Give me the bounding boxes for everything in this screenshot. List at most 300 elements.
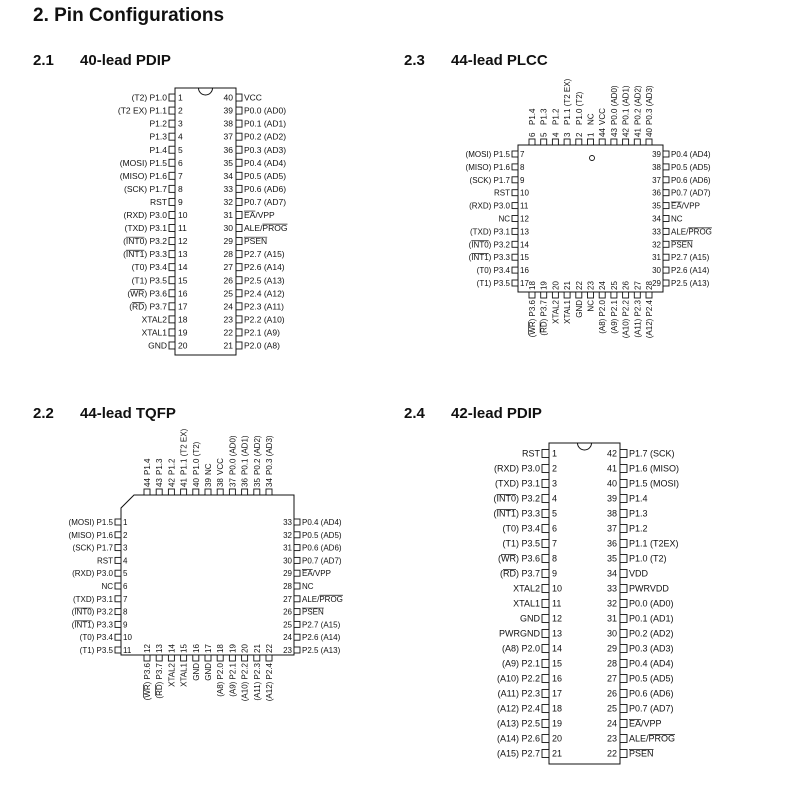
pin-number: 13 (552, 628, 563, 639)
pin-label: P1.2 (149, 118, 167, 129)
pin-number: 18 (528, 281, 537, 290)
pin (193, 655, 199, 661)
pin-label: P1.1 (T2 EX) (563, 78, 573, 125)
pin (552, 139, 558, 145)
pin (236, 329, 242, 336)
pin-label: P0.6 (AD6) (629, 688, 674, 699)
pin (236, 303, 242, 310)
pin-number: 26 (606, 688, 617, 699)
pin-number: 11 (552, 598, 562, 609)
pin-label: P0.0 (AD0) (609, 85, 619, 125)
pin (294, 519, 300, 525)
pin-label: (RD) P3.7 (539, 300, 549, 336)
pin-number: 33 (223, 183, 233, 194)
pin-number: 29 (652, 279, 661, 288)
pin-label: PSEN (302, 607, 324, 617)
pin-label: XTAL1 (513, 598, 540, 609)
pin (236, 290, 242, 297)
pin-number: 25 (223, 288, 233, 299)
pin-label: (INT1) P3.3 (71, 620, 113, 630)
pin-number: 1 (123, 518, 128, 527)
pin-number: 4 (123, 556, 128, 566)
pin-label: GND (574, 300, 584, 318)
pin (620, 720, 627, 728)
pin (205, 655, 211, 661)
pin (144, 655, 150, 661)
pin-label: P0.6 (AD6) (302, 543, 342, 553)
pin-label: P2.0 (A8) (244, 340, 280, 351)
pin-number: 24 (223, 301, 233, 312)
pin-number: 23 (283, 646, 292, 655)
pin-number: 22 (574, 281, 584, 290)
pin-label: XTAL1 (563, 300, 573, 324)
pin-number: 19 (178, 327, 188, 338)
pin-number: 36 (652, 188, 661, 198)
pin-number: 30 (283, 556, 292, 566)
pin-number: 26 (223, 275, 233, 286)
pin-label: (WR) P3.6 (143, 663, 152, 701)
pin (620, 735, 627, 743)
pin-number: 23 (223, 314, 233, 325)
pin-label: ALE/PROG (244, 223, 288, 234)
pin-label: (TXD) P3.1 (72, 594, 113, 604)
pin-label: (TXD) P3.1 (469, 227, 510, 237)
pin-number: 4 (551, 132, 561, 137)
pdip42-package (493, 443, 679, 764)
pin-label: (SCK) P1.7 (124, 183, 167, 194)
pin-label: P0.0 (AD0) (629, 598, 674, 609)
pin-number: 33 (283, 518, 292, 527)
pin-number: 36 (606, 538, 617, 549)
pin-label: P0.6 (AD6) (244, 183, 287, 194)
pin-number: 35 (606, 553, 617, 564)
pin (266, 489, 272, 495)
pin-label: (T1) P3.5 (79, 646, 113, 655)
pin (663, 177, 669, 183)
pin-number: 4 (178, 131, 183, 142)
pin-label: VDD (629, 568, 649, 579)
page-title: 2. Pin Configurations (33, 5, 225, 26)
pin (542, 525, 549, 533)
pin (542, 750, 549, 758)
pin-number: 2 (123, 530, 128, 540)
pin-label: (MISO) P1.6 (68, 530, 113, 540)
pin (620, 690, 627, 698)
section-title: 42-lead PDIP (451, 405, 542, 422)
pin (542, 615, 549, 623)
pin-label: P0.1 (AD1) (244, 118, 287, 129)
pin (512, 267, 518, 273)
pin (169, 159, 175, 166)
pin-label: (INT1) P3.3 (123, 249, 167, 260)
pin (294, 647, 300, 653)
pin-label: EA/VPP (629, 718, 662, 729)
pin-label: RST (97, 556, 113, 566)
section-title: 44-lead TQFP (80, 405, 176, 422)
pin (115, 532, 121, 538)
pin-label: P1.1 (T2EX) (629, 538, 679, 549)
pin-number: 6 (123, 582, 128, 591)
pin-number: 3 (178, 118, 183, 129)
pin (169, 198, 175, 205)
pin-number: 8 (520, 162, 525, 172)
pin (663, 190, 669, 196)
pin (623, 292, 629, 298)
pin-label: XTAL2 (167, 663, 177, 687)
pin-label: P1.3 (629, 508, 648, 519)
pin-number: 5 (539, 132, 549, 137)
pin-label: (RXD) P3.0 (493, 463, 540, 474)
section-number: 2.3 (404, 52, 425, 69)
pin-label: NC (498, 214, 510, 224)
pin-number: 37 (652, 175, 661, 185)
pin-number: 6 (528, 132, 537, 137)
pin (254, 489, 260, 495)
pin-label: EA/VPP (671, 201, 700, 211)
pin-label: RST (150, 196, 167, 207)
pin (542, 585, 549, 593)
pin-label: (A9) P2.1 (228, 663, 238, 697)
pin (620, 570, 627, 578)
pin-label: RST (522, 448, 540, 459)
pin-number: 37 (223, 131, 233, 142)
pin (236, 107, 242, 114)
pin-label: (RXD) P3.0 (72, 569, 113, 579)
pin (542, 735, 549, 743)
pin (512, 241, 518, 247)
pin-label: P2.5 (A13) (671, 279, 710, 288)
pin-label: P1.0 (T2) (191, 441, 201, 475)
pin-label: NC (586, 113, 596, 125)
pin-number: 12 (178, 236, 188, 247)
pin-label: P1.3 (155, 458, 165, 475)
pin-number: 22 (265, 644, 274, 653)
pin-number: 44 (598, 128, 608, 137)
pin-number: 13 (520, 227, 529, 237)
pin (294, 634, 300, 640)
pin (115, 621, 121, 627)
pin-number: 12 (143, 644, 152, 653)
pin-number: 18 (216, 644, 226, 653)
pin-label: (T0) P3.4 (79, 633, 113, 643)
pin-label: P0.2 (AD2) (252, 435, 262, 475)
pin (588, 139, 594, 145)
pin (144, 489, 150, 495)
pin-number: 7 (520, 150, 525, 159)
pin (169, 238, 175, 245)
pin-number: 14 (552, 643, 563, 654)
pin-number: 10 (178, 210, 188, 221)
pin-label: (T0) P3.4 (502, 523, 540, 534)
pin-number: 7 (123, 594, 128, 604)
pin-label: GND (204, 663, 213, 681)
pin-number: 27 (283, 594, 292, 604)
pin-label: P1.2 (551, 108, 561, 125)
pin-label: EA/VPP (302, 569, 331, 579)
pin-label: P0.7 (AD7) (244, 196, 287, 207)
pin-number: 27 (606, 673, 617, 684)
pin-number: 41 (179, 478, 189, 487)
pin-label: (INT0) P3.2 (71, 607, 113, 617)
pin (542, 555, 549, 563)
pin-label: (MISO) P1.6 (119, 170, 167, 181)
pin (542, 540, 549, 548)
pin-label: P2.5 (A13) (244, 275, 285, 286)
pin (294, 570, 300, 576)
pin (646, 139, 652, 145)
pin-number: 40 (645, 128, 654, 137)
pin-number: 30 (223, 223, 233, 234)
pin (169, 225, 175, 232)
pin-number: 40 (191, 478, 201, 487)
pin-label: VCC (598, 108, 608, 125)
pin-label: (A10) P2.2 (621, 300, 631, 339)
pin (620, 660, 627, 668)
pin (236, 94, 242, 101)
pin-number: 38 (606, 508, 617, 519)
pin (236, 133, 242, 140)
pin-number: 22 (606, 748, 617, 759)
pin-label: (A11) P2.3 (252, 663, 262, 701)
pin-number: 20 (240, 644, 250, 653)
pin-number: 36 (223, 144, 233, 155)
pin-label: P1.4 (528, 108, 537, 125)
pin-number: 25 (606, 703, 617, 714)
pin-number: 14 (520, 240, 529, 250)
pin-number: 43 (609, 128, 619, 137)
pin-label: VCC (216, 458, 226, 475)
pin (529, 139, 535, 145)
pin-label: (MOSI) P1.5 (119, 157, 167, 168)
pin-label: NC (586, 300, 596, 312)
pin-number: 21 (552, 748, 563, 759)
pin (542, 480, 549, 488)
pin-number: 28 (645, 281, 654, 290)
pin-label: (SCK) P1.7 (469, 175, 510, 185)
pin-number: 11 (178, 223, 187, 234)
pin-number: 21 (252, 644, 262, 653)
pin-number: 39 (652, 150, 661, 159)
pin-label: (WR) P3.6 (127, 288, 167, 299)
pin-number: 32 (223, 196, 233, 207)
pin (599, 292, 605, 298)
pin-number: 31 (606, 613, 617, 624)
pin (542, 495, 549, 503)
pin (169, 120, 175, 127)
pin-label: P0.4 (AD4) (629, 658, 674, 669)
pin-number: 3 (123, 543, 128, 553)
pin-label: (A12) P2.4 (496, 703, 540, 714)
pin (663, 203, 669, 209)
pin-number: 1 (178, 92, 183, 103)
pin (620, 555, 627, 563)
pin-label: ALE/PROG (629, 733, 676, 744)
pin-number: 11 (520, 201, 529, 211)
pin (217, 489, 223, 495)
pin-label: PWRVDD (629, 583, 669, 594)
pin-label: P0.7 (AD7) (302, 556, 342, 566)
pin-label: (INT0) P3.2 (493, 493, 540, 504)
pin-number: 31 (223, 210, 233, 221)
pin (663, 228, 669, 234)
pin-number: 30 (652, 266, 661, 276)
pin-number: 22 (223, 327, 233, 338)
pin-label: P2.7 (A15) (671, 253, 710, 263)
pin-number: 7 (552, 538, 558, 549)
pin (115, 583, 121, 589)
pin-label: (MOSI) P1.5 (68, 518, 113, 527)
pin-label: (RD) P3.7 (499, 568, 540, 579)
pin (294, 596, 300, 602)
pin-number: 16 (520, 266, 529, 276)
pin-number: 38 (652, 162, 661, 172)
pin (512, 280, 518, 286)
pin-number: 42 (606, 448, 617, 459)
pin-label: (T1) P3.5 (502, 538, 540, 549)
pin-number: 32 (606, 598, 617, 609)
pin (620, 465, 627, 473)
pin-number: 1 (552, 448, 558, 459)
pin-number: 26 (283, 607, 292, 617)
pin-number: 28 (223, 249, 233, 260)
pin-number: 30 (606, 628, 617, 639)
pin-number: 28 (606, 658, 617, 669)
pin-label: (INT1) P3.3 (493, 508, 540, 519)
pin (620, 750, 627, 758)
pin (542, 465, 549, 473)
pin-label: P0.5 (AD5) (671, 162, 711, 172)
chip-body (121, 495, 294, 655)
pin-number: 25 (609, 281, 619, 290)
pin (294, 583, 300, 589)
pin-label: P0.1 (AD1) (621, 85, 631, 125)
pin-label: (RXD) P3.0 (123, 210, 167, 221)
pin-label: (RD) P3.7 (129, 301, 167, 312)
pin-label: (A13) P2.5 (496, 718, 540, 729)
pin-number: 38 (223, 118, 233, 129)
pin-label: P0.4 (AD4) (244, 157, 287, 168)
pin-number: 6 (178, 157, 183, 168)
pin (599, 139, 605, 145)
pin (236, 342, 242, 349)
pin-label: (WR) P3.6 (497, 553, 540, 564)
pin-number: 10 (123, 633, 132, 643)
section-number: 2.1 (33, 52, 54, 69)
pin-number: 23 (586, 281, 596, 290)
pin-label: P0.6 (AD6) (671, 175, 711, 185)
pin-label: P2.6 (A14) (244, 262, 285, 273)
pin-label: P2.6 (A14) (302, 633, 341, 643)
pin (663, 280, 669, 286)
pin (620, 615, 627, 623)
pin-number: 4 (552, 493, 558, 504)
pin-number: 19 (552, 718, 563, 729)
pin-number: 5 (123, 569, 128, 579)
pin (542, 570, 549, 578)
pin-number: 20 (551, 281, 561, 290)
pin (115, 570, 121, 576)
pin-label: P0.2 (AD2) (633, 85, 643, 125)
pin-label: ALE/PROG (302, 594, 343, 604)
pin-label: (A10) P2.2 (496, 673, 540, 684)
pin-number: 17 (520, 279, 529, 288)
pin-number: 7 (178, 170, 183, 181)
pin-label: XTAL1 (141, 327, 167, 338)
pin-number: 26 (621, 281, 631, 290)
pin-label: XTAL2 (141, 314, 167, 325)
pin (169, 94, 175, 101)
pin (236, 225, 242, 232)
pin-number: 19 (228, 644, 238, 653)
pin (236, 159, 242, 166)
pin (156, 489, 162, 495)
pin-label: GND (148, 340, 167, 351)
pin-number: 1 (586, 132, 596, 137)
pin-label: P1.5 (MOSI) (629, 478, 680, 489)
pin (542, 690, 549, 698)
pin-number: 34 (265, 478, 274, 487)
pin (620, 450, 627, 458)
pin-number: 24 (598, 281, 608, 290)
pin-number: 5 (178, 144, 183, 155)
pin-number: 8 (552, 553, 558, 564)
pin-label: (T1) P3.5 (476, 279, 510, 288)
pin (169, 107, 175, 114)
pin-number: 35 (652, 201, 661, 211)
pin-number: 32 (652, 240, 661, 250)
pin-label: NC (204, 463, 213, 475)
pin (512, 254, 518, 260)
pin (156, 655, 162, 661)
pin-number: 34 (606, 568, 617, 579)
pin-number: 9 (123, 620, 128, 630)
pin-number: 2 (178, 105, 183, 116)
pin-number: 20 (178, 340, 188, 351)
pin (564, 292, 570, 298)
pin-label: P0.1 (AD1) (240, 435, 250, 475)
pin-label: (RXD) P3.0 (469, 201, 510, 211)
pin-label: P0.4 (AD4) (302, 518, 342, 527)
pin (115, 634, 121, 640)
pin-label: NC (302, 582, 314, 591)
pin (512, 151, 518, 157)
pin-number: 8 (123, 607, 128, 617)
pin (620, 585, 627, 593)
pin (181, 655, 187, 661)
pin (663, 164, 669, 170)
pin-label: (INT1) P3.3 (468, 253, 510, 263)
pin (634, 292, 640, 298)
pin-label: P1.4 (149, 144, 167, 155)
pin-number: 17 (552, 688, 563, 699)
pin-label: P1.0 (T2) (629, 553, 667, 564)
pin-number: 3 (563, 132, 573, 137)
pin-number: 21 (563, 281, 573, 290)
pin (512, 177, 518, 183)
pin-number: 17 (178, 301, 188, 312)
pin-label: PSEN (244, 236, 268, 247)
pin (512, 164, 518, 170)
pin-number: 15 (178, 275, 188, 286)
pin (294, 609, 300, 615)
pin (229, 655, 235, 661)
pin (169, 185, 175, 192)
pin (115, 519, 121, 525)
pin-label: P1.7 (SCK) (629, 448, 675, 459)
pin (169, 290, 175, 297)
pin-label: P2.2 (A10) (244, 314, 285, 325)
pin-label: (TXD) P3.1 (124, 223, 167, 234)
